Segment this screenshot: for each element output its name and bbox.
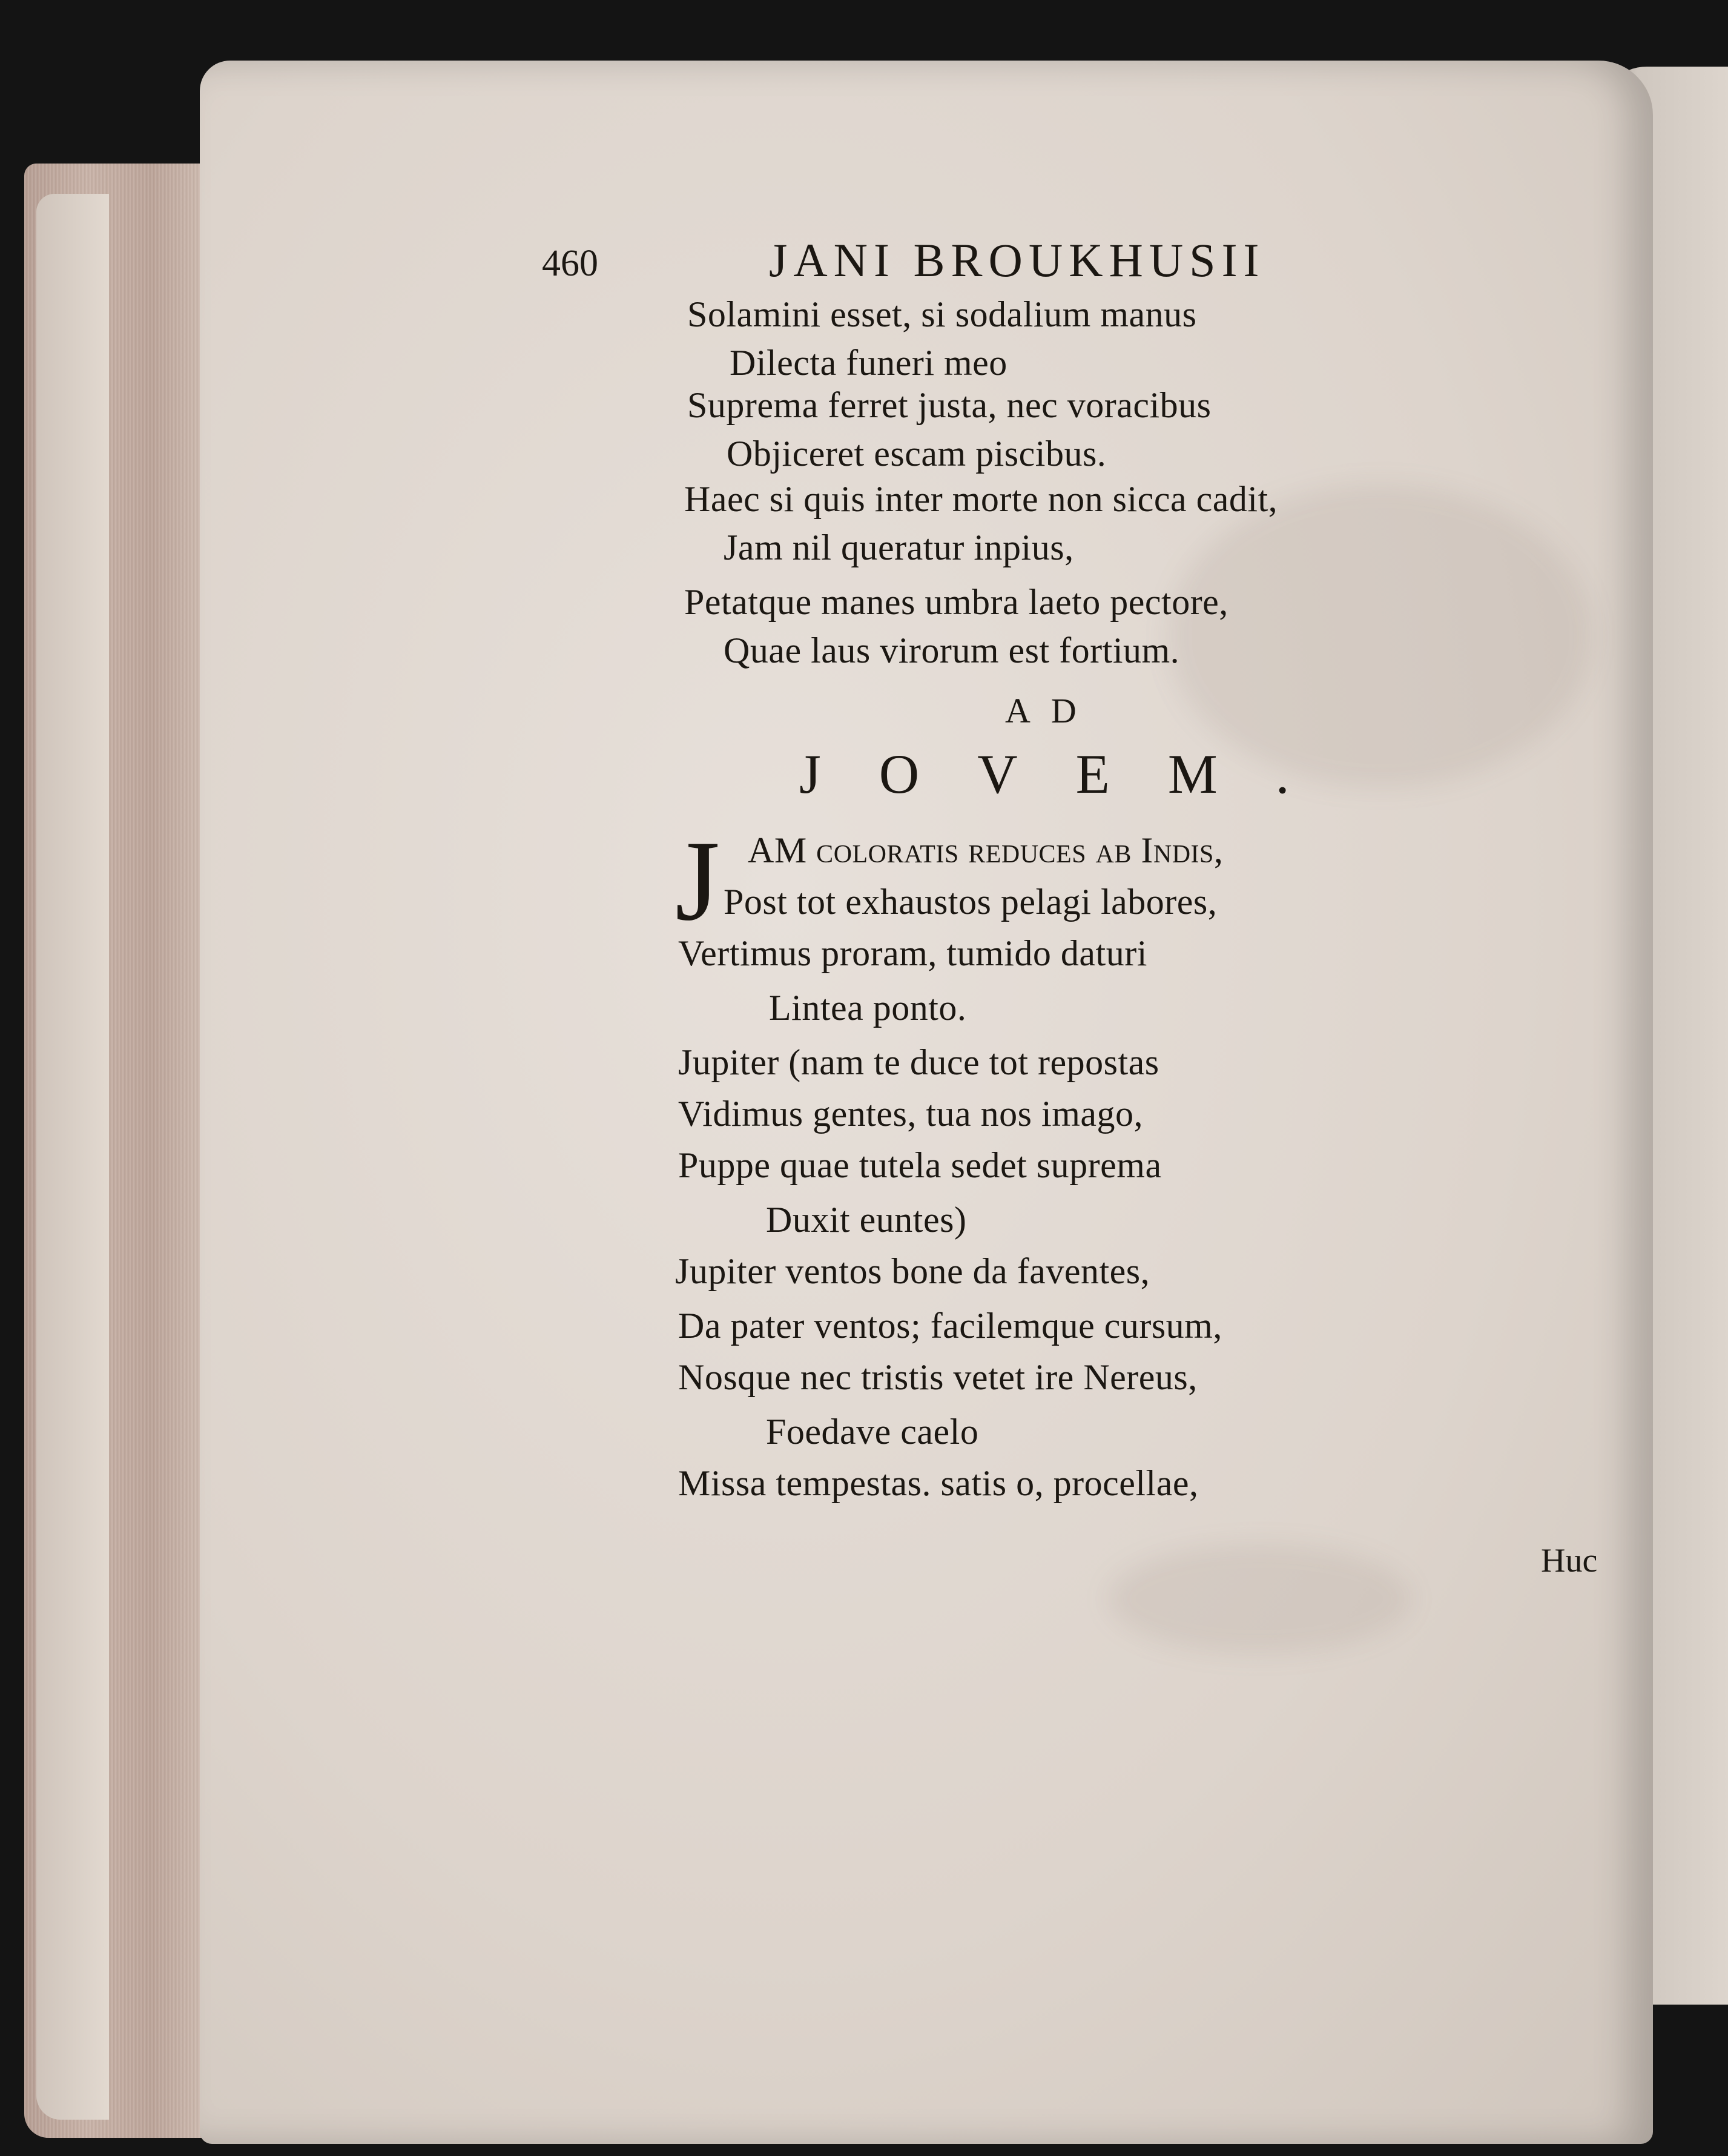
ode-line: Missa tempestas. satis o, procellae, <box>678 1463 1199 1503</box>
poem-line: Dilecta funeri meo <box>730 343 1007 383</box>
ode-line: Nosque nec tristis vetet ire Nereus, <box>678 1357 1198 1397</box>
poem-line: Solamini esset, si sodalium manus <box>687 294 1197 334</box>
ode-line: Jupiter ventos bone da faventes, <box>675 1251 1150 1291</box>
ode-line: Vidimus gentes, tua nos imago, <box>678 1094 1143 1134</box>
ode-line: Jupiter (nam te duce tot repostas <box>678 1042 1159 1082</box>
ode-line: Lintea ponto. <box>769 988 967 1028</box>
page-number: 460 <box>542 243 598 284</box>
book-cover-edge <box>36 194 109 2120</box>
page-stain <box>1108 1544 1411 1653</box>
ode-line: Da pater ventos; facilemque cursum, <box>678 1306 1222 1346</box>
poem-line: Quae laus virorum est fortium. <box>724 630 1180 670</box>
ode-line: AM coloratis reduces ab Indis, <box>748 830 1224 870</box>
poem-line: Jam nil queratur inpius, <box>724 527 1074 567</box>
ode-line: Vertimus proram, tumido daturi <box>678 933 1147 973</box>
running-head: JANI BROUKHUSII <box>769 234 1265 286</box>
poem-line: Petatque manes umbra laeto pectore, <box>684 582 1228 622</box>
drop-cap: J <box>675 818 720 945</box>
ode-line: Foedave caelo <box>766 1412 979 1452</box>
poem-line: Suprema ferret justa, nec voracibus <box>687 385 1212 425</box>
poem-line: Haec si quis inter morte non sicca cadit, <box>684 479 1278 519</box>
poem-line: Objiceret escam piscibus. <box>727 434 1107 474</box>
catchword: Huc <box>1541 1542 1598 1579</box>
ode-line: Post tot exhaustos pelagi labores, <box>724 882 1218 922</box>
ode-line: Duxit euntes) <box>766 1200 967 1240</box>
ode-line: Puppe quae tutela sedet suprema <box>678 1145 1162 1185</box>
poem-title: JOVEM. <box>799 743 1348 805</box>
poem-title-prefix: AD <box>1005 691 1097 730</box>
